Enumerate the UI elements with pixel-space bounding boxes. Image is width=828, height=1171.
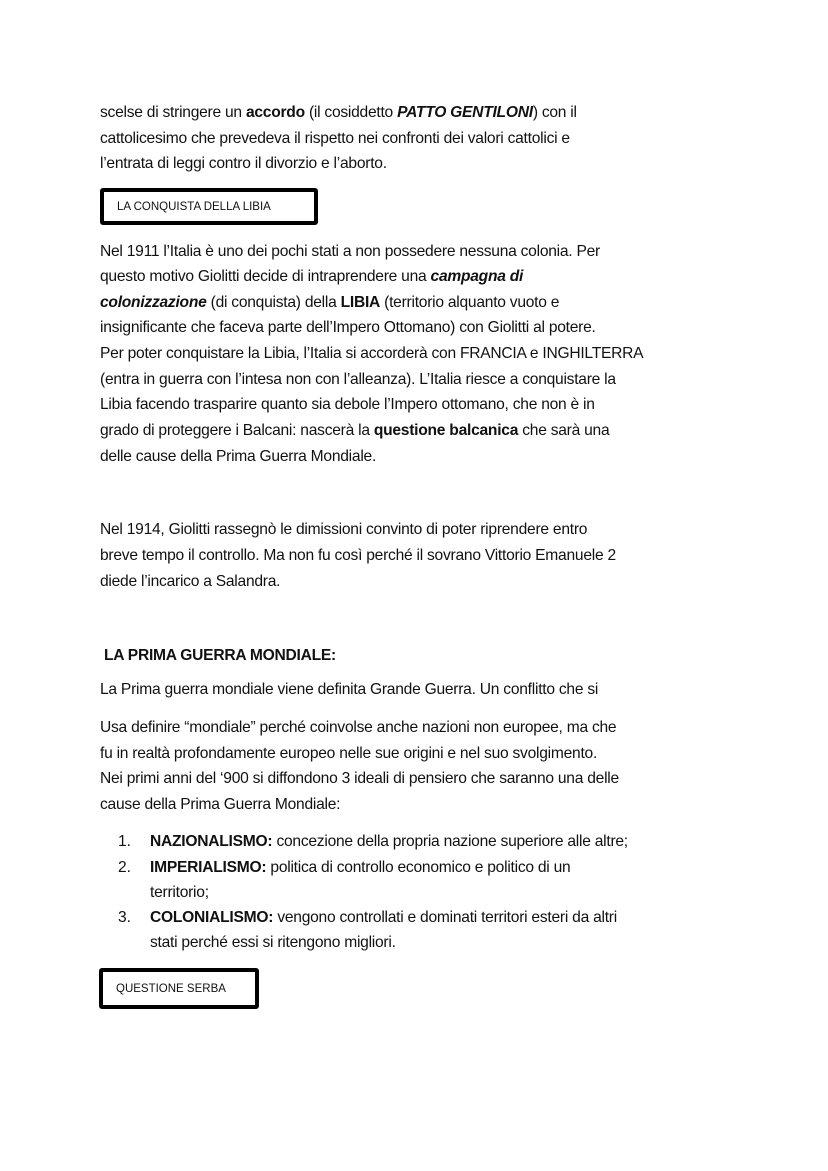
text-line: [100, 421, 609, 441]
emphasis-text: PATTO GENTILONI: [397, 104, 533, 121]
text-run: (entra in guerra con l’intesa non con l’alleanza). L’Italia riesce a conquistare la: [100, 371, 616, 388]
text-run: territorio;: [150, 884, 209, 901]
list-number: 3.: [118, 909, 132, 926]
text-run: insignificante che faceva parte dell’Impero Ottomano) con Giolitti al potere.: [100, 319, 596, 336]
text-run: diede l’incarico a Salandra.: [100, 573, 281, 590]
text-run: (il cosiddetto: [304, 104, 398, 121]
text-run: LA PRIMA GUERRA MONDIALE:: [104, 647, 336, 664]
emphasis-text: COLONIALISMO:: [150, 909, 274, 926]
text-run: (territorio alquanto vuoto e: [380, 294, 560, 311]
emphasis-text: NAZIONALISMO:: [150, 833, 273, 850]
emphasis-text: campagna di: [430, 268, 524, 285]
text-run: che sarà una: [518, 422, 610, 439]
text-line: [100, 129, 570, 149]
text-line: [100, 744, 597, 764]
text-line: [100, 718, 616, 738]
text-run: delle cause della Prima Guerra Mondiale.: [100, 448, 377, 465]
list-number: 2.: [118, 859, 132, 876]
text-line: [100, 318, 596, 338]
text-run: Nei primi anni del ‘900 si diffondono 3 ideali di pensiero che saranno una delle: [100, 770, 619, 787]
text-run: ) con il: [532, 104, 577, 121]
text-run: Nel 1914, Giolitti rassegnò le dimissioni convinto di poter riprendere entro: [100, 521, 588, 538]
text-line: [100, 680, 598, 700]
section-heading: [104, 646, 336, 666]
text-run: fu in realtà profondamente europeo nelle sue origini e nel suo svolgimento.: [100, 745, 598, 762]
text-line: [100, 242, 600, 262]
text-run: cause della Prima Guerra Mondiale:: [100, 796, 341, 813]
text-run: La Prima guerra mondiale viene definita Grande Guerra. Un conflitto che si: [100, 681, 599, 698]
text-run: Libia facendo trasparire quanto sia debole l’Impero ottomano, che non è in: [100, 396, 595, 413]
text-run: politica di controllo economico e politico di un: [266, 859, 571, 876]
emphasis-text: accordo: [245, 104, 305, 121]
text-line: [100, 395, 595, 415]
list-item-text: [150, 832, 628, 852]
list-number: 1.: [118, 833, 132, 850]
text-line: [100, 520, 587, 540]
emphasis-text: IMPERIALISMO:: [150, 859, 267, 876]
section-label: LA CONQUISTA DELLA LIBIA: [117, 200, 271, 213]
text-run: l’entrata di leggi contro il divorzio e l’aborto.: [100, 155, 387, 172]
section-label-box: [100, 188, 318, 225]
text-line: [100, 103, 577, 123]
text-line: [100, 267, 523, 287]
emphasis-text: questione balcanica: [373, 422, 519, 439]
text-run: breve tempo il controllo. Ma non fu così perché il sovrano Vittorio Emanuele 2: [100, 547, 616, 564]
text-line: [100, 795, 340, 815]
text-line: [100, 769, 619, 789]
text-run: stati perché essi si ritengono migliori.: [150, 934, 396, 951]
section-label-box: [99, 968, 259, 1009]
text-run: vengono controllati e dominati territori esteri da altri: [273, 909, 617, 926]
text-run: Per poter conquistare la Libia, l’Italia si accorderà con FRANCIA e INGHILTERRA: [100, 345, 644, 362]
text-line: [100, 344, 643, 364]
text-run: Usa definire “mondiale” perché coinvolse anche nazioni non europee, ma che: [100, 719, 617, 736]
text-run: Nel 1911 l’Italia è uno dei pochi stati a non possedere nessuna colonia. Per: [100, 243, 600, 260]
text-run: scelse di stringere un: [100, 104, 246, 121]
list-item-text: [150, 933, 396, 953]
text-line: [100, 154, 387, 174]
text-run: (di conquista) della: [206, 294, 341, 311]
text-line: [100, 546, 616, 566]
text-run: concezione della propria nazione superiore alle altre;: [272, 833, 628, 850]
text-run: cattolicesimo che prevedeva il rispetto nei confronti dei valori cattolici e: [100, 130, 570, 147]
emphasis-text: colonizzazione: [100, 294, 207, 311]
text-line: [100, 447, 376, 467]
section-label: QUESTIONE SERBA: [116, 982, 226, 995]
list-item-text: [150, 858, 570, 878]
list-item-text: [150, 908, 617, 928]
emphasis-text: LIBIA: [340, 294, 381, 311]
list-item-text: [150, 883, 209, 903]
text-run: questo motivo Giolitti decide di intraprendere una: [100, 268, 431, 285]
text-run: grado di proteggere i Balcani: nascerà la: [100, 422, 374, 439]
text-line: [100, 293, 559, 313]
text-line: [100, 370, 616, 390]
text-line: [100, 572, 280, 592]
